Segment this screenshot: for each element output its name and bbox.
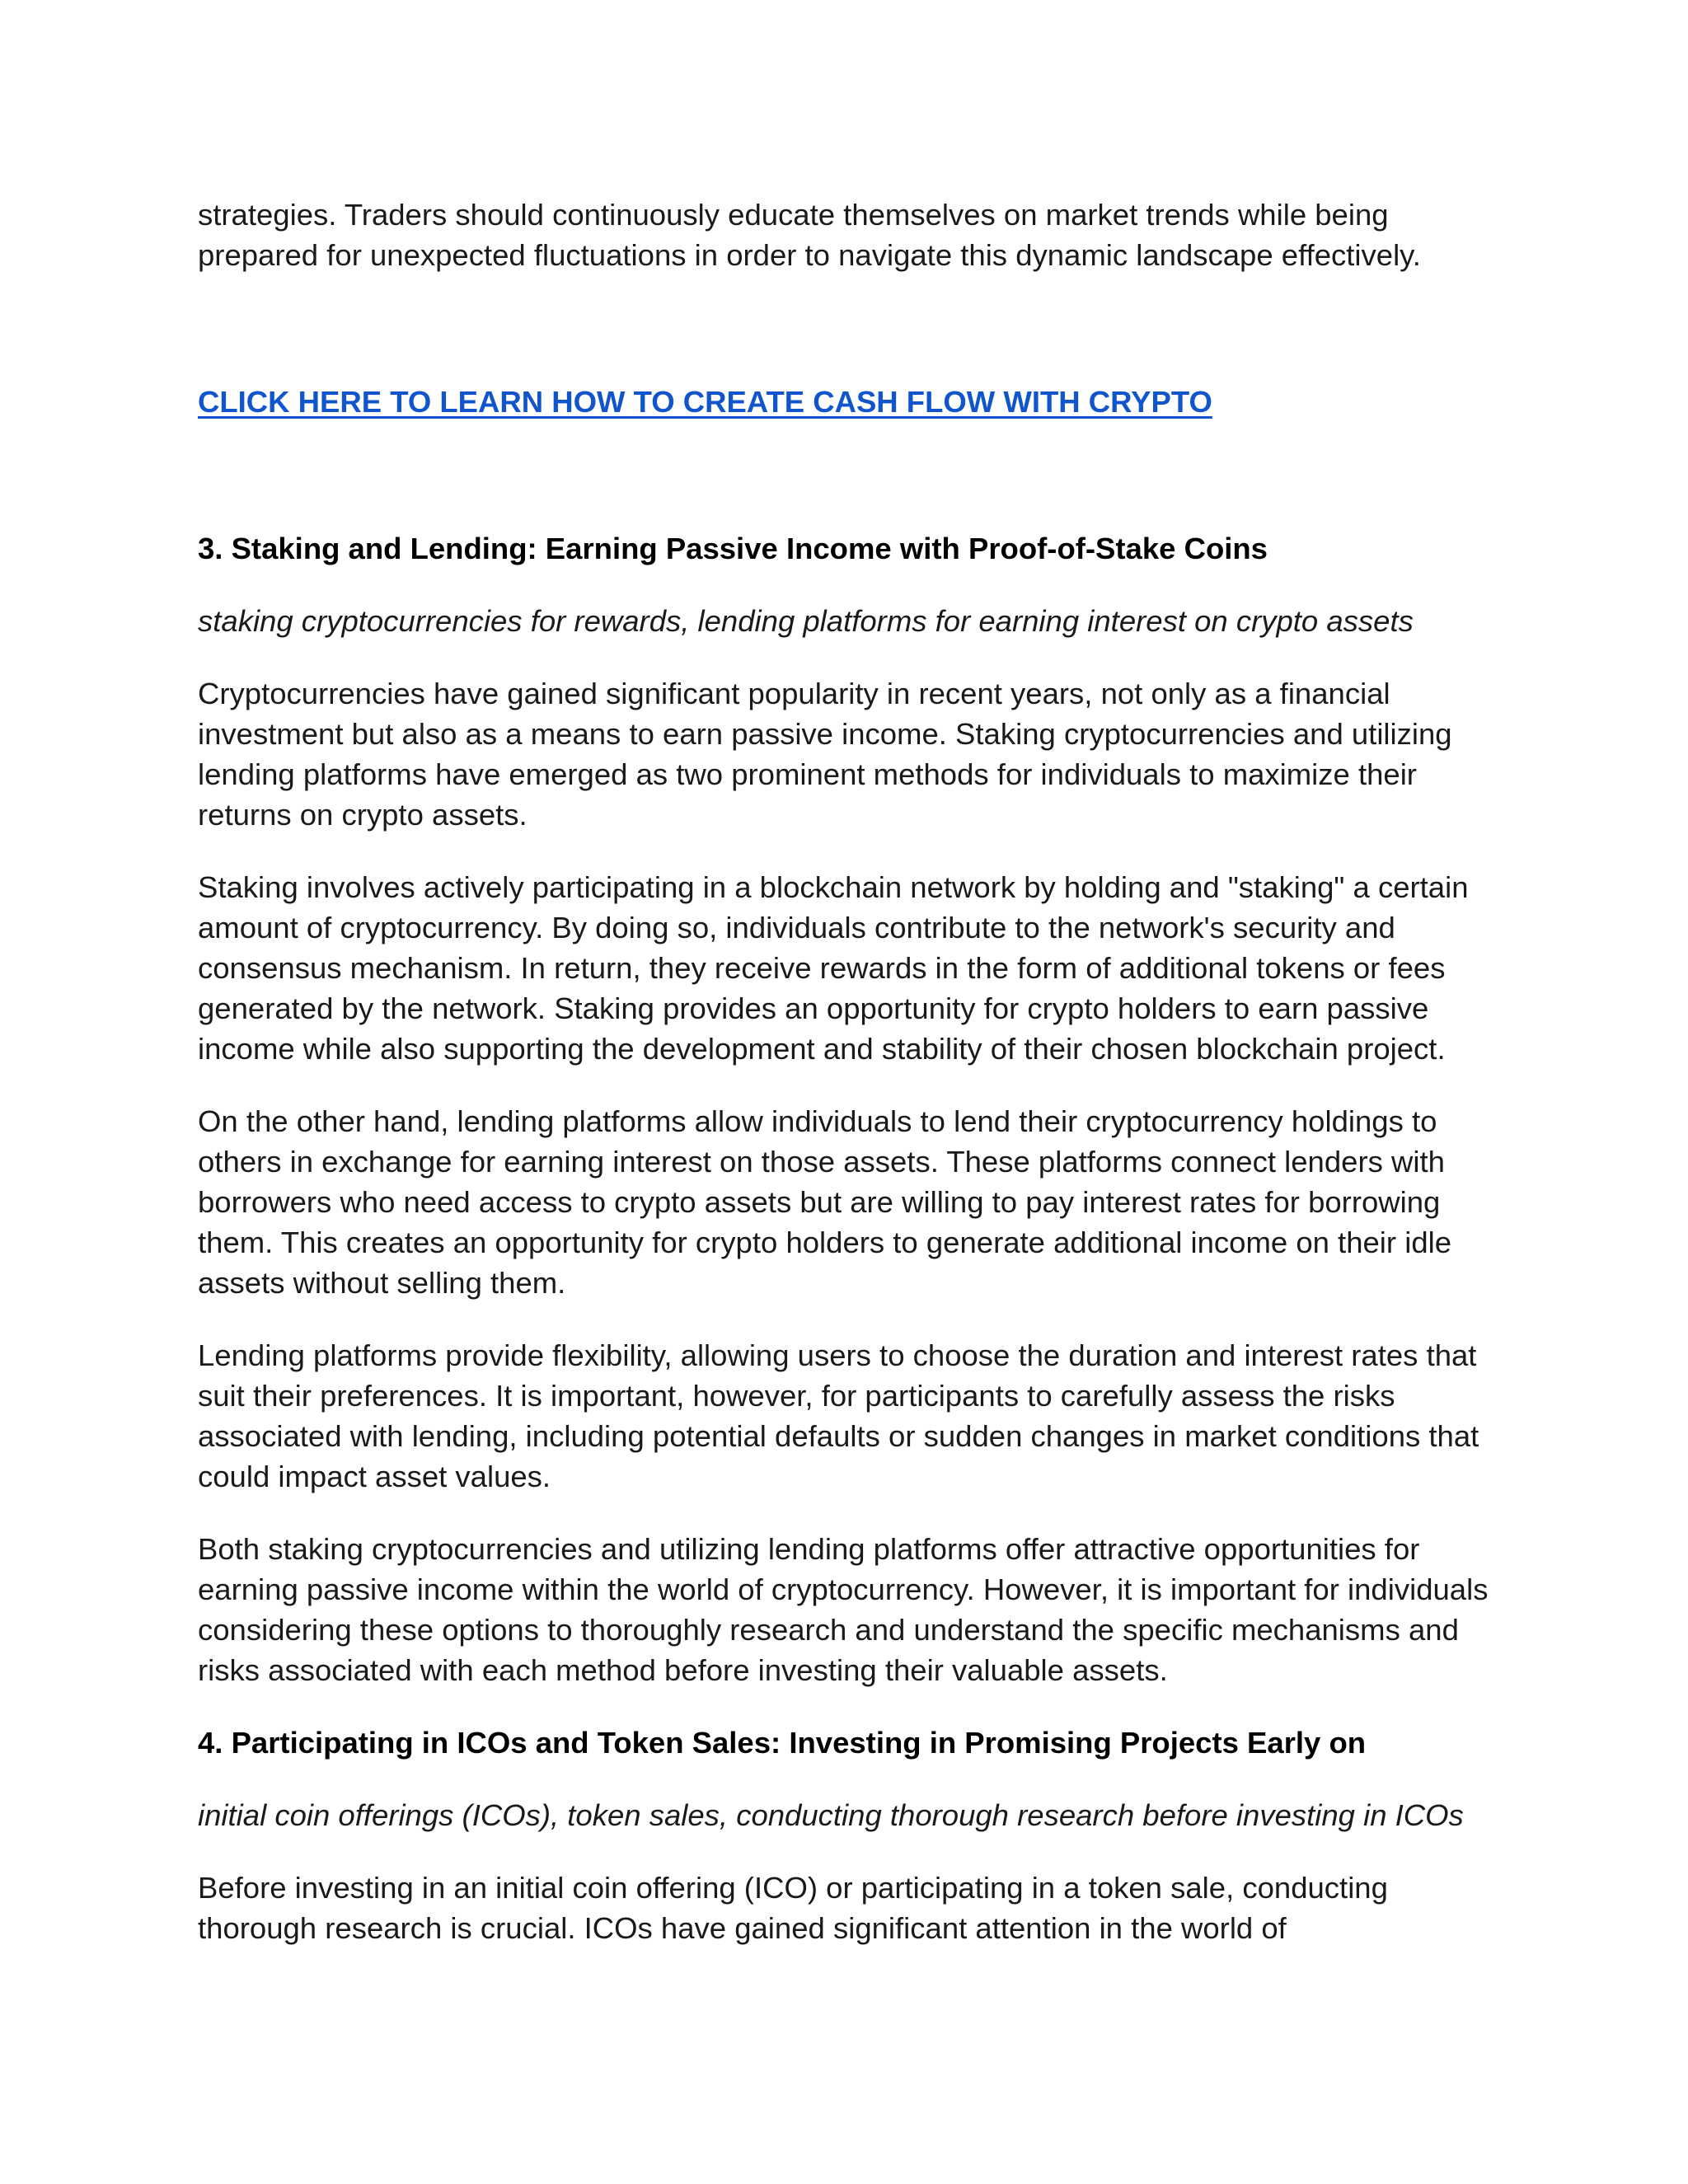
cta-line — [198, 382, 1508, 422]
paragraph: Lending platforms provide flexibility, allowing users to choose the duration and interest rates that suit their preferences. It is important, however, for participants to carefully assess the risks associated with lending, including potential defaults or sudden changes in market conditions that could impact asset values. — [198, 1338, 1479, 1493]
section-heading-icos: 4. Participating in ICOs and Token Sales: Investing in Promising Projects Early on — [198, 1726, 1367, 1760]
paragraph: Both staking cryptocurrencies and utilizing lending platforms offer attractive opportunities for earning passive income within the world of cryptocurrency. However, it is important for individuals considering these options to thoroughly research and understand the specific mechanisms and risks associated with each method before investing their valuable assets. — [198, 1532, 1489, 1687]
paragraph: Cryptocurrencies have gained significant popularity in recent years, not only as a financial investment but also as a means to earn passive income. Staking cryptocurrencies and utilizing lending platforms have emerged as two prominent methods for individuals to maximize their returns on crypto assets. — [198, 677, 1452, 832]
paragraph: Before investing in an initial coin offering (ICO) or participating in a token sale, conducting thorough research is crucial. ICOs have gained significant attention in the world of — [198, 1871, 1388, 1945]
intro-paragraph: strategies. Traders should continuously educate themselves on market trends while being prepared for unexpected fluctuations in order to navigate this dynamic landscape effectively. — [198, 198, 1421, 272]
document-body — [198, 194, 1508, 1980]
paragraph: Staking involves actively participating in a blockchain network by holding and "staking" a certain amount of cryptocurrency. By doing so, individuals contribute to the network's security and consensus mechanism. In return, they receive rewards in the form of additional tokens or fees generated by the network. Staking provides an opportunity for crypto holders to earn passive income while also supporting the development and stability of their chosen blockchain project. — [198, 870, 1469, 1066]
paragraph: On the other hand, lending platforms allow individuals to lend their cryptocurrency holdings to others in exchange for earning interest on those assets. These platforms connect lenders with borrowers who need access to crypto assets but are willing to pay interest rates for borrowing them. This creates an opportunity for crypto holders to generate additional income on their idle assets without selling them. — [198, 1104, 1452, 1300]
cta-link[interactable]: CLICK HERE TO LEARN HOW TO CREATE CASH FLOW WITH CRYPTO — [198, 385, 1212, 419]
section-heading-staking: 3. Staking and Lending: Earning Passive Income with Proof-of-Stake Coins — [198, 532, 1268, 565]
section-subtitle-icos: initial coin offerings (ICOs), token sales, conducting thorough research before investing in ICOs — [198, 1798, 1464, 1832]
section-subtitle-staking: staking cryptocurrencies for rewards, lending platforms for earning interest on crypto assets — [198, 604, 1414, 638]
